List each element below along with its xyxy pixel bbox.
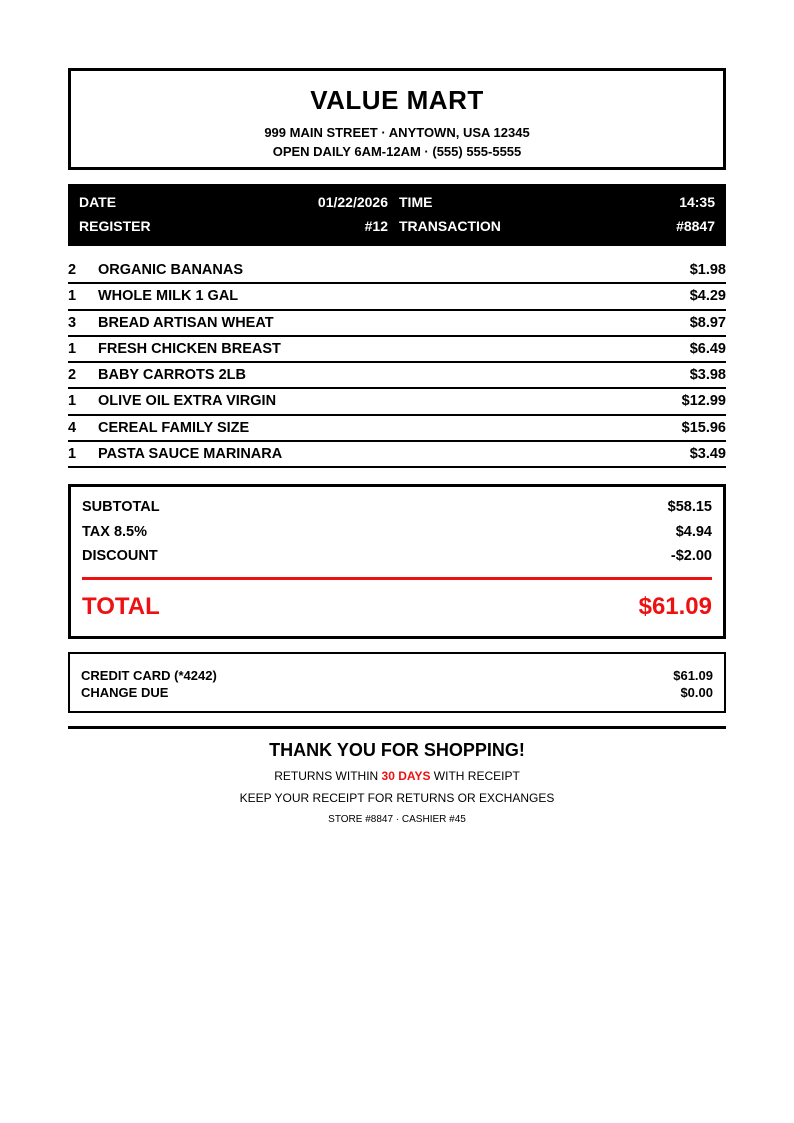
totals-box: [68, 484, 726, 639]
item-price: $15.96: [681, 419, 726, 436]
list-item: [68, 416, 726, 442]
list-item: [68, 442, 726, 468]
discount-value: -$2.00: [670, 548, 712, 564]
item-desc: FRESH CHICKEN BREAST: [98, 340, 281, 357]
store-hours-phone: OPEN DAILY 6AM-12AM · (555) 555-5555: [272, 144, 522, 159]
list-item: [68, 337, 726, 363]
footer-divider: [68, 726, 726, 729]
keep-receipt-note: KEEP YOUR RECEIPT FOR RETURNS OR EXCHANGES: [239, 791, 555, 805]
payment-method-label: CREDIT CARD (*4242): [81, 668, 217, 683]
date-label: DATE: [79, 194, 117, 210]
item-price: $8.97: [689, 314, 726, 331]
item-qty: 1: [68, 446, 77, 463]
item-qty: 1: [68, 288, 77, 305]
store-header: [68, 68, 726, 170]
date-value: 01/22/2026: [317, 194, 388, 210]
item-price: $3.49: [689, 446, 726, 463]
list-item: [68, 284, 726, 310]
item-qty: 1: [68, 393, 77, 410]
discount-label: DISCOUNT: [82, 548, 158, 564]
list-item: [68, 363, 726, 389]
transaction-label: TRANSACTION: [399, 218, 501, 234]
item-price: $12.99: [681, 393, 726, 410]
line-items-list: [68, 258, 726, 468]
transaction-value: #8847: [676, 218, 715, 234]
returns-policy: [68, 769, 726, 783]
item-qty: 3: [68, 314, 77, 331]
time-label: TIME: [399, 194, 433, 210]
item-desc: OLIVE OIL EXTRA VIRGIN: [98, 393, 277, 410]
total-value: $61.09: [638, 593, 712, 620]
list-item: [68, 311, 726, 337]
change-due-value: $0.00: [680, 685, 713, 700]
payment-method-value: $61.09: [673, 668, 713, 683]
store-name: VALUE MART: [310, 85, 484, 115]
item-qty: 2: [68, 262, 77, 278]
total-divider: [82, 577, 712, 580]
item-qty: 4: [68, 419, 77, 436]
payment-box: [68, 652, 726, 713]
list-item: [68, 389, 726, 415]
time-value: 14:35: [679, 194, 715, 210]
item-desc: BABY CARROTS 2LB: [98, 367, 246, 384]
tax-label: TAX 8.5%: [82, 524, 148, 540]
item-qty: 1: [68, 340, 77, 357]
total-label: TOTAL: [82, 593, 160, 620]
item-desc: ORGANIC BANANAS: [98, 262, 243, 278]
item-desc: PASTA SAUCE MARINARA: [98, 446, 283, 463]
item-price: $4.29: [689, 288, 726, 305]
item-qty: 2: [68, 367, 77, 384]
change-due-label: CHANGE DUE: [81, 685, 169, 700]
tax-value: $4.94: [675, 524, 712, 540]
item-desc: WHOLE MILK 1 GAL: [98, 288, 239, 305]
item-price: $3.98: [689, 367, 726, 384]
item-price: $6.49: [689, 340, 726, 357]
store-address: 999 MAIN STREET · ANYTOWN, USA 12345: [264, 125, 530, 140]
transaction-meta-bar: [68, 184, 726, 246]
subtotal-label: SUBTOTAL: [82, 499, 160, 515]
register-label: REGISTER: [79, 218, 151, 234]
store-cashier-info: STORE #8847 · CASHIER #45: [328, 814, 466, 825]
meta-row-register-transaction: [79, 218, 715, 238]
meta-row-date-time: [79, 194, 715, 214]
receipt-footer: [68, 740, 726, 825]
item-price: $1.98: [689, 262, 726, 278]
returns-days: 30 DAYS: [381, 769, 431, 783]
thank-you-message: THANK YOU FOR SHOPPING!: [269, 740, 525, 760]
subtotal-value: $58.15: [667, 499, 712, 515]
list-item: [68, 258, 726, 284]
register-value: #12: [364, 218, 388, 234]
returns-pre: RETURNS WITHIN: [274, 769, 382, 783]
item-desc: BREAD ARTISAN WHEAT: [98, 314, 274, 331]
item-desc: CEREAL FAMILY SIZE: [98, 419, 250, 436]
returns-post: WITH RECEIPT: [430, 769, 520, 783]
